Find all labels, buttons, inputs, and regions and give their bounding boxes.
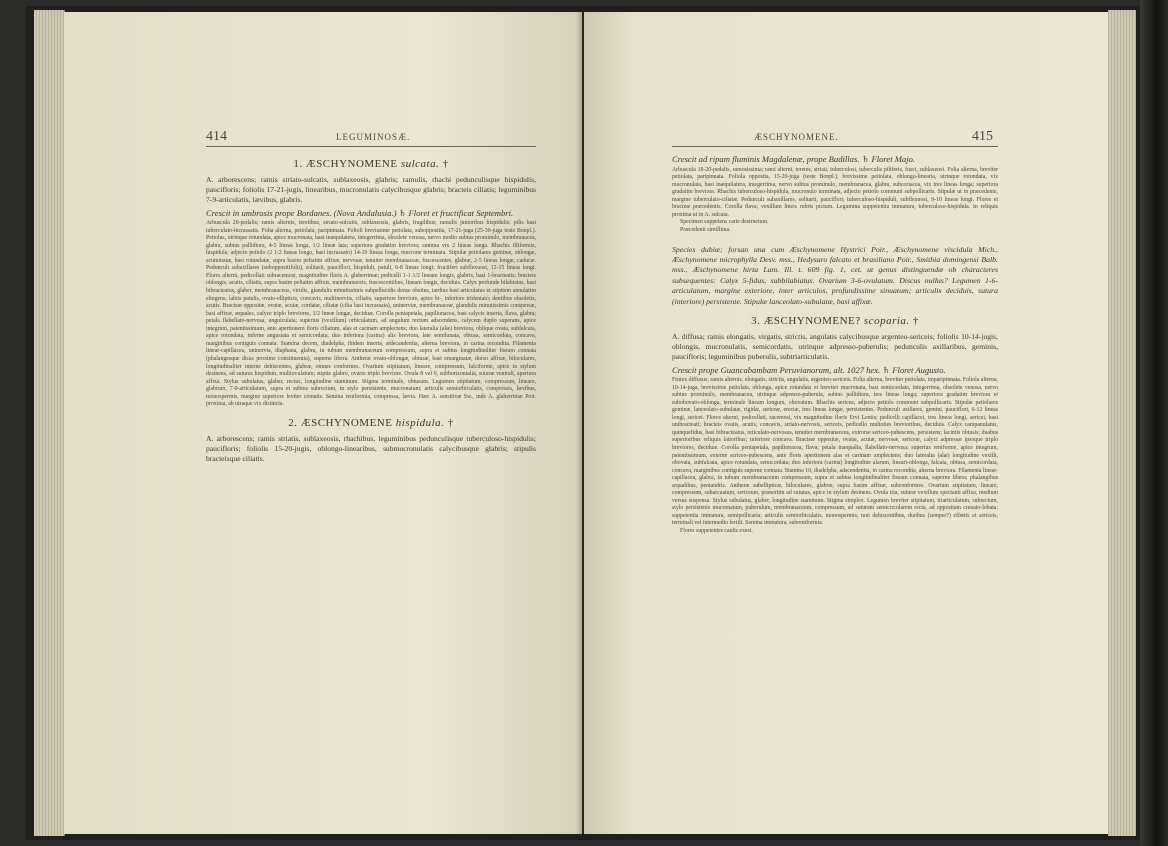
page-edges-right xyxy=(1108,10,1136,836)
running-head-right: ÆSCHYNOMENE. xyxy=(754,132,839,142)
running-head-left: LEGUMINOSÆ. xyxy=(336,132,411,142)
species-habitat-continued: Crescit ad ripam fluminis Magdalenæ, prope Badillas. ♄ Floret Majo. xyxy=(672,154,916,164)
species-habitat: Crescit in umbrosis prope Bordanes. (Nova Andalusia.) ♄ Floret et fructificat Septembri. xyxy=(206,207,514,218)
species-description: Arbuscula 20-pedalis; ramis alternis, teretibus, striato-sulcatis, sublaxeosis, glabris, fragilibus; ramulis junioribus hispidulis: pilis basi tuberculato-incrassatis. Folia alterna, petiolata, paripinnata. Folioli brevissime petiolata, suboppositia, 17-21-juga (25-30-juga teste Bonpl.). Petiolus, utrinque rotundata, apice mucronata, basi inæquilatera, integerrima, obsolete venosa, nervo medio subtus prominulo, membranacea, glabra, subtus pallidiora, 4-5 lineas longa, 1/2 lineæ lata; superiora gradatim breviora; summa vix 2 lineas longa. Rhachis filiformis, hispidula, adjecto petiolo (2 1/2 lineas longo, basi incrassato) 14-19 lineas longa, mucrone terminata. Stipulæ petiolares geminæ, oblongæ, acuminatæ, basi rotundatæ, supra basim peltatim affixæ, nervosæ, tenuiter membranaceæ, fuscescentes, glabræ, 2-5 lineas longæ, caducæ. Pedunculi subaxillares (suboppositifolii), solitarii, pauciflori, hispiduli, patuli, 6-8 lineas longi; fructiferi subflexuosi, 12-15 lineas longi. Flores alterni, pedicellati subracemosi, magnitudine floris A. glaberrimæ; pedicelli 1-1 1/2 lineam longis, glabris, basi 1-bracteatis; bracteis oblongis, acutis, ciliatis, supra basim peltatim affixis, membranaceis, fuscescentibus, lineam longis, deciduis. Calyx profunde bilabiatus, basi bibracteatus, glaber, membranaceus, viridis, glandulis minutissimis subpellucidis dense obsitus, tardius basi articulatus et stipitem annulatim elingens; labiis patulis, ovato-ellipticis, concavis, multinerviis, ciliatis, superiore breviore, apice bi-, inferiore tridentato; dentibus obsoletis, acutis. Bracteæ oppositæ, ovatæ, acutæ, cordatæ, ciliatæ (cilia basi incrassata), uninerviæ, membranaceæ, glandulis minutissimis conspersæ, basi affixæ, æquales, calyce triplo breviores, 1/2 lineæ longæ, deciduæ. Corolla pentapetala, papilionacea, basi calycis inserta, flava, glabra; petala flabellato-nervosa, unguiculata; superius (vexillum) orbiculatum, ad angulum rectum adscendens, calycem duplo superans, apice integrum, patentissimum, ante apertionem floris ciliatum, alas et carinam amplectens; duo lateralia (alæ) breviora, oblique ovata, subfalcata, apice rotundata, inferne angustata et semicordata; duo inferiora (carina) alis breviora, late semilunata, obtusa, semicordata, concava, marginibus contiguis connata. Stamina decem, diadelpha, ibidem inserta, ædecandentia, alterna breviora, in carina recondita. Filamenta linear-capillacea, uninervia, diaphana, glabra, in tubum membranaceum compressum, supra et subtus longitudinaliter fissum connata (phalangesque dicas proxime constituentia), superne libera. Antheræ ovato-oblongæ, obtusæ, basi emarginatæ, dorso affixæ, biloculares, longitudinaliter interne dehiscentes, glabræ, omnes conformes. Ovarium stipitatum, lineare, compressum, falciforme, apice in stylum desinens, ad suturas hispidum, multiovulatum; stipite glabro, ovario triplo breviore. Ovula 8 vel 9, subhorizontalia, suturæ ventrali, apertura affixa. Stylus subulatus, glaber, rectus, longitudine staminum. Stigma terminale, obtusum. Legumen stipitatum, compressum, lineare, glabrum, 7-9-articulatum, supra et subtus subrectum, in stylo persistente, mucronatum; articulis semiorbiculatis, compressis, lævibus, monospermis, margine superiore leviter crenatis. Semina reniformia, compressa, lævia. Hæc A. sensitivæ Sw., inde A. glaberrimæ Poir. proxima, ab utraque vix distincta. xyxy=(206,220,536,408)
species-diagnosis: A. diffusa; ramis elongatis, virgatis, strictis, angulatis calycibusque argenteo-sericeis; foliolis 10-14-jugis, oblongis, mucronulatis, semicordatis, utrinque adpresso-puberulis; pedunculis axillaribus, geminis, paucifloris; leguminibus puberulis, subtriarticulatis. xyxy=(672,331,998,362)
species-diagnosis: A. arborescens; ramis striato-sulcatis, sublaxeosis, glabris; ramulis, rhachi pedunculisque hispidulis, paucifloris; foliolis 17-21-jugis, linearibus, mucronulatis calycibusque glabris; bracteis ciliatis; leguminibus 7-9-articulatis, lævibus, glabris. xyxy=(206,175,536,205)
flowers-note: Flores suppetentes caulis exesi. xyxy=(680,528,753,534)
left-text-column xyxy=(206,154,536,464)
species-description-continued: Arbuscula 18-20-pedalis, ramosissima; rami alterni, teretes, striati, tuberculosi, tuberculis piliferis, fusci, sublaxeosi. Folia alterna, breviter petiolata, paripinnata. Foliola opposita, 15-20-juga (teste Bonpl.), brevissime petiolata, oblongo-linearia, utrinque rotundata, vix mucronulata, basi inæquilatera, integerrima, nervo subtus prominulo, membranacea, glabra, subcoriacea, vix tres lineas longa; superiora gradatim breviora. Rhachis tuberculoso-hispidula, mucronulo terminata, adjecto petiolo communi subpollicaris. Stipulæ ut in præcedente, margine tuberculato-ciliatæ. Pedunculi subaxillares, solitarii, pauciflori, tuberculoso-hispiduli, subflexuosi, 9-10 lineas longi. Flores et bracteæ præcedentis. Corolla flava; vexillum lineis rubris pictum. Legumina suppetentia immatura, tuberculoso-hispidula. In reliquis proxima ut in A. sulcata. xyxy=(672,166,998,218)
species-dubiae: Species dubiæ; forsan una cum Æschynomene Hystrici Poir., Æschynomene viscidula Mich., Æschynomene microphylla Desv. mss., Hedysaro falcato et brasiliano Poir., Smithia domingensi Balb. mss., Æschynomene hirta Lam. Ill. t. 609 fig. 1, cet. ut genus distinguendæ ob characteres subsequentes: Calyx 5-fidus, subbilabiatus. Ovarium 3-6-ovulatum. Discus nullus? Legumen 1-6-articulatum, margine exteriore, inter articulos, profundissime sinuatum; articulis deciduis, sutura (interiore) persistente. Stipulæ lanceolato-subulatæ, basi affixæ. xyxy=(672,244,998,306)
book-cover-edge xyxy=(1140,0,1168,846)
species-heading: 1. ÆSCHYNOMENE sulcata. † xyxy=(293,158,449,170)
specimen-note: Specimen suppetens carie destructum. xyxy=(680,219,769,226)
species-habitat: Crescit prope Guancabambam Peruvianorum, alt. 1027 hex. ♄ Floret Augusto. xyxy=(672,364,946,375)
species-heading: 3. ÆSCHYNOMENE? scoparia. † xyxy=(751,314,919,327)
species-diagnosis: A. arborescens; ramis striatis, sublaxeosis, rhachibus, leguminibus pedunculisque tuberculoso-hispidulis; paucifloris; foliolis 15-20-jugis, oblongo-linearibus, submucronulatis calycibusque glabris; stipulis bracteisque ciliatis. xyxy=(206,433,536,464)
right-page xyxy=(584,12,1108,834)
head-rule-right xyxy=(672,146,998,147)
head-rule-left xyxy=(206,146,536,147)
page-number-right: 415 xyxy=(972,129,993,144)
left-page xyxy=(64,12,582,834)
species-heading: 2. ÆSCHYNOMENE hispidula. † xyxy=(288,416,454,429)
similarity-note: Præcedenti simillima. xyxy=(680,226,731,233)
species-description: Frutex diffusus; ramis alternis, elongatis, strictis, angulatis, argenteo-sericeis. Folia alterna, breviter petiolata, imparipinnata. Foliola alterna, 10-14-juga, brevissime petiolata, oblonga, apice rotundata et breviter mucronata, basi semicordata, integerrima, obsolete venosa, nervo subtus prominulo, membranacea, utrinque adpresso-puberula, subtus pallidiora, tres lineas longa; superiora gradatim breviora et subobovato-oblonga, terminale lineam longum, obovatum. Rhachis sericea, adjecto petiolo communi subpollicaris. Stipulæ petiolares geminæ, lanceolato-subulatæ, rigidæ, sericeæ, erectæ, tres lineas longæ, persistentes. Pedunculi axillares, gemini, pauciflori, 6-12 lineas longi, sericei. Flores alterni, pedicellati, racemosi, vix magnitudine floris Ervi Lentis; pedicelli capillacei, tres lineas longi, sericei, basi unibracteati; bracteis ovatis, acutis, concavis, striato-nervosis, sericeis, pedicello multoties brevioribus, deciduis. Calyx campanulatus, quinquefidus, basi bibracteatus, reticulato-nervosus, tenuiter membranaceus, extrorse sericeo-pubescens, persistens; laciniis obtusis; duabus superioribus reliquis latioribus; inferiore concava. Bracteæ oppositæ, ovatæ, acutæ, nervosæ, sericeæ, calyci adpressæ ipsoque triplo breviores, deciduæ. Corolla pentapetala, papilionacea, flava; petala inæqualia, flabellato-nervosa; superius reniforme, apice integrum, patentissimum, externe sericeo-pubescens, ante floris apertionem alas et carinam amplectens; duo lateralia (alæ) longitudine vexilli, obovata, subfalcata, apice rotundata, semicordata; duo inferiora (carina) longitudine alarum, lineari-oblonga, falcata, obtusa, semicordata, concava, marginibus contiguis superne connata. Stamina 10, diadelpha, adscendentia, in carina recondita, alterna breviora. Filamenta linear-capillacea, glabra, in tubum membranaceum compressum, supra et subtus longitudinaliter fissum connata, superne libera; phalangibus æqualibus, pentandris. Antheræ subellipticæ, biloculares, glabræ, supra basim affixæ, subconformes. Ovarium stipitatum, lineare, compressum, subarcuatum, sericeum, præsertim ad suturas, apice in stylum desinens. Ovula tria, suturæ vexillum spectanti affixa, medium versus suspensa. Stylus subulatus, glaber, longitudine staminum. Stigma simplex. Legumen breviter stipitatum, triarticulatum, subrectum, stylo persistente mucronatum, puberulum, membranaceum, compressum, ad suturam semicircularem recta, ad oppositam crenato-lobata; suppetentia immatura, semipollicaria; articulis semiorbiculatis, monospermis, non dehiscentibus, duobus (semper?) effœtis et sericeis, terminali vel intermedio fertili. Semina immatura, subreniformia. xyxy=(672,377,998,527)
page-number-left: 414 xyxy=(206,129,227,144)
page-edges-left xyxy=(34,10,65,836)
right-text-column xyxy=(672,152,998,536)
